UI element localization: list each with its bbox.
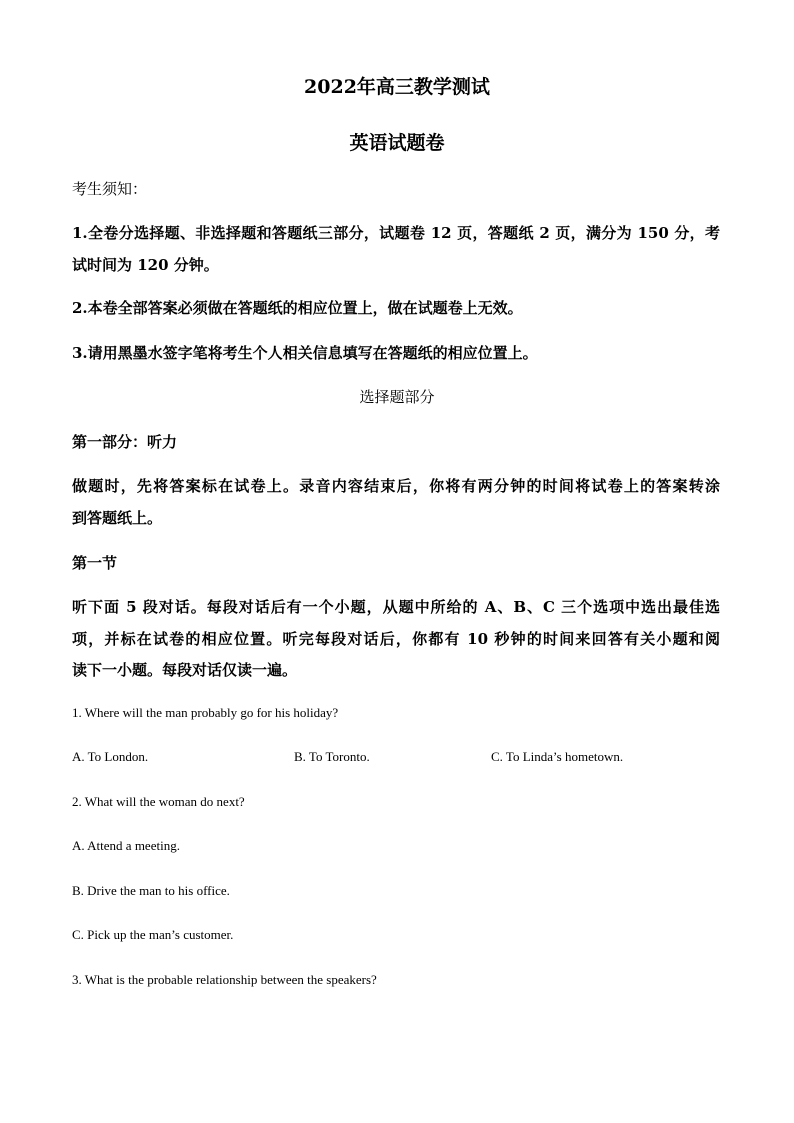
notice-item-2: 2.本卷全部答案必须做在答题纸的相应位置上，做在试题卷上无效。	[72, 299, 523, 317]
question-2-option-a: A. Attend a meeting.	[72, 838, 180, 853]
subsection-instruction-line-1: 听下面 5 段对话。每段对话后有一个小题，从题中所给的 A、B、C 三个选项中选出最佳选	[72, 598, 720, 616]
subsection-heading: 第一节	[72, 554, 118, 572]
part-1-heading: 第一部分：听力	[72, 433, 178, 451]
question-1-option-a: A. To London.	[72, 749, 149, 764]
part-1-instruction-line-1: 做题时，先将答案标在试卷上。录音内容结束后，你将有两分钟的时间将试卷上的答案转涂	[72, 477, 720, 495]
question-1-stem: 1. Where will the man probably go for his holiday?	[72, 705, 339, 720]
question-1-option-b: B. To Toronto.	[294, 749, 370, 764]
question-2-option-b: B. Drive the man to his office.	[72, 883, 230, 898]
question-3-stem: 3. What is the probable relationship between the speakers?	[72, 972, 377, 987]
notice-heading: 考生须知：	[72, 180, 148, 198]
notice-item-1-line-1: 1.全卷分选择题、非选择题和答题纸三部分，试题卷 12 页，答题纸 2 页，满分为 150 分，考	[72, 224, 720, 242]
subsection-instruction-line-2: 项，并标在试卷的相应位置。听完每段对话后，你都有 10 秒钟的时间来回答有关小题和阅	[72, 630, 720, 648]
notice-item-1-line-2: 试时间为 120 分钟。	[72, 256, 219, 274]
section-title: 选择题部分	[359, 388, 435, 406]
exam-title: 2022年高三教学测试	[304, 76, 490, 98]
question-2-stem: 2. What will the woman do next?	[72, 794, 245, 809]
exam-subtitle: 英语试题卷	[349, 132, 445, 154]
question-2-option-c: C. Pick up the man’s customer.	[72, 927, 234, 942]
question-1-option-c: C. To Linda’s hometown.	[491, 749, 624, 764]
part-1-instruction-line-2: 到答题纸上。	[72, 509, 163, 527]
subsection-instruction-line-3: 读下一小题。每段对话仅读一遍。	[72, 661, 298, 679]
notice-item-3: 3.请用黑墨水签字笔将考生个人相关信息填写在答题纸的相应位置上。	[72, 344, 538, 362]
